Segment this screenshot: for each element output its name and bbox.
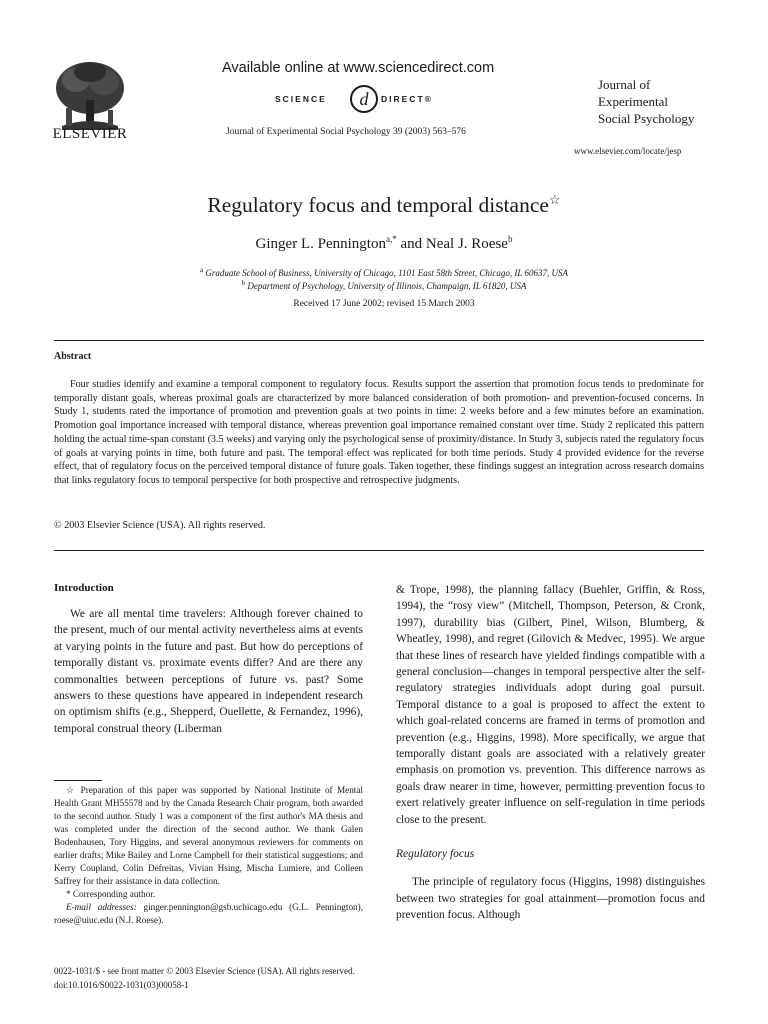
affiliation-mark: b <box>241 279 246 287</box>
publisher-name: ELSEVIER <box>52 126 128 142</box>
journal-title <box>598 76 694 127</box>
author-affiliation-mark[interactable]: a,* <box>385 234 397 244</box>
affiliation-b <box>0 279 768 291</box>
issn-line: 0022-1031/$ - see front matter © 2003 Elsevier Science (USA). All rights reserved. <box>54 966 355 976</box>
author-line <box>0 234 768 253</box>
footnote-divider <box>54 780 102 781</box>
sciencedirect-direct: DIRECT® <box>381 94 433 104</box>
abstract-heading: Abstract <box>54 351 92 362</box>
page-footer <box>54 964 355 992</box>
author-name: Ginger L. Pennington <box>255 236 386 252</box>
left-column <box>54 582 363 737</box>
journal-url-link[interactable]: www.elsevier.com/locate/jesp <box>574 146 682 156</box>
body-paragraph: The principle of regulatory focus (Higgins, 1998) distinguishes between two strategies for goal attainment—promotion focus and prevention focus. Although <box>396 876 705 921</box>
abstract-copyright: © 2003 Elsevier Science (USA). All rights reserved. <box>54 520 266 531</box>
affiliation-mark: a <box>200 266 204 274</box>
doi-line[interactable]: doi:10.1016/S0022-1031(03)00058-1 <box>54 980 189 990</box>
journal-title-line: Journal of <box>598 77 651 92</box>
affiliation-text: Department of Psychology, University of Illinois, Champaign, IL 61820, USA <box>247 281 527 291</box>
article-title-text: Regulatory focus and temporal distance <box>207 193 549 218</box>
subsection-heading: Regulatory focus <box>396 848 475 861</box>
sciencedirect-science: SCIENCE <box>275 94 327 104</box>
svg-text:d: d <box>359 89 369 109</box>
body-paragraph: & Trope, 1998), the planning fallacy (Buehler, Griffin, & Ross, 1994), the “rosy view” (Mitchell, Thompson, Peterson, & Cronk, 1997), durability bias (Gilbert, Pinel, Wilson, Blumberg, & Wheatley, 1998), and regret (Gilovich & Medvec, 1995). We argue that these lines of research have yielded findings compatible with a general conclusion—changes in temporal perspective alter the self-regulatory strategies individuals adopt during goal pursuit. Temporal distance to a goal is proposed to affect the extent to which goal-related concerns are framed in terms of promotion and prevention (e.g., Higgins, 1998). More specifically, we argue that temporally distant goals are associated with a relatively greater emphasis on promotion vs. prevention. This difference narrows as goals draw nearer in time, however, permitting prevention focus to exert relatively greater influence on self-regulation in time periods close to the present. <box>396 584 705 826</box>
right-column <box>396 582 705 923</box>
author-affiliation-mark[interactable]: b <box>507 234 513 244</box>
email-addresses[interactable]: ginger.pennington@gsb.uchicago.edu (G.L. Pennington), roese@uiuc.edu (N.J. Roese). <box>54 902 363 925</box>
author-conjunction: and <box>400 236 423 252</box>
section-heading: Introduction <box>54 582 114 594</box>
title-footnote-star[interactable]: ☆ <box>548 192 561 207</box>
journal-title-line: Social Psychology <box>598 111 695 126</box>
divider <box>54 550 704 551</box>
journal-citation: Journal of Experimental Social Psychology 39 (2003) 563–576 <box>226 127 466 137</box>
author-name: Neal J. Roese <box>425 236 508 252</box>
received-dates: Received 17 June 2002; revised 15 March 2003 <box>293 299 475 309</box>
email-footnote <box>54 901 363 927</box>
sciencedirect-d-icon <box>347 84 381 114</box>
available-online-text: Available online at www.sciencedirect.com <box>222 60 495 76</box>
funding-footnote: ☆ Preparation of this paper was supported by National Institute of Mental Health Grant MH55578 and by the Canada Research Chair program, both awarded to the second author. Study 1 was a component of the first author's MA thesis and was completed under the direction of the second author. We thank Galen Bodenhausen, Tory Higgins, and several anonymous reviewers for comments on earlier drafts; Mike Bailey and Lorne Campbell for their statistical suggestions; and Kerry Coupland, Colin Defreitas, Vivian Hsing, Mischa Lumiere, and Colleen Saffrey for their assistance in data collection. <box>54 785 363 886</box>
body-paragraph: We are all mental time travelers: Although forever chained to the present, much of our mental activity nevertheless aims at events at varying points in the future and past. But how do perceptions of temporally distant vs. proximate events differ? And are there any commonalties between perceptions of future vs. past? Some answers to these questions have appeared in independent research on optimism shifts (e.g., Shepperd, Ouellette, & Fernandez, 1996), temporal construal theory (Liberman <box>54 608 363 735</box>
divider <box>54 340 704 341</box>
affiliation-text: Graduate School of Business, University of Chicago, 1101 East 58th Street, Chicago, IL 60637, USA <box>205 268 568 278</box>
affiliation-a <box>0 266 768 278</box>
corresponding-author-note: * Corresponding author. <box>66 889 156 899</box>
journal-title-line: Experimental <box>598 94 669 109</box>
abstract-text: Four studies identify and examine a temporal component to regulatory focus. Results support the assertion that promotion focus tends to predominate for temporally distant goals, whereas proximal goals are characterized by more balanced consideration of both promotion- and prevention-focused concerns. In Study 1, students rated the importance of promotion and prevention goals at two points in time: 2 weeks before and a few minutes before an examination. Promotion goal importance increased with temporal distance, whereas prevention goal importance remained constant over time. Study 2 replicated this pattern holding the actual time-span constant (3.5 weeks) and varying only the psychological sense of proximity/distance. In Study 3, subjects rated the regulatory focus of goals at varying points in time, both future and past. The temporal effect was replicated for both time periods. Study 4 provided evidence for the reverse effect, that of regulatory focus on the perceived temporal distance of future goals. Taken together, these findings suggest an integration across research domains that links regulatory focus to temporal perspective for both prospective and retrospective judgments. <box>54 379 704 486</box>
footnotes <box>54 784 363 927</box>
email-label: E-mail addresses: <box>66 902 137 912</box>
article-title <box>0 192 768 218</box>
